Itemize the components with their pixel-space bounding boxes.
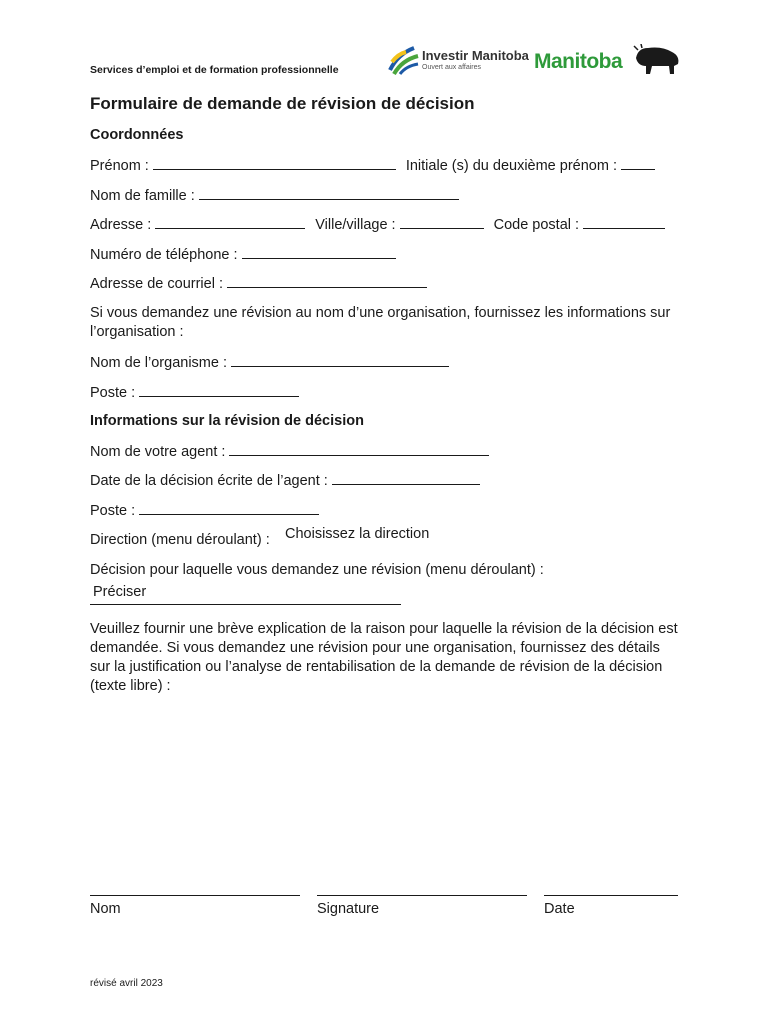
nom-organisme-field[interactable] [231, 353, 449, 367]
decision-label: Décision pour laquelle vous demandez une révision (menu déroulant) : [90, 562, 544, 578]
prenom-row [90, 156, 655, 175]
initiales-field[interactable] [621, 156, 655, 170]
department-label: Services d’emploi et de formation professionnelle [90, 64, 339, 76]
date-decision-field[interactable] [332, 471, 480, 485]
courriel-row [90, 274, 427, 293]
organisation-intro: Si vous demandez une révision au nom d’une organisation, fournissez les informations sur l’organisation : [90, 305, 671, 340]
nom-agent-label: Nom de votre agent : [90, 444, 226, 460]
decision-row [90, 561, 544, 579]
nom-signature-line[interactable] [90, 895, 300, 896]
sig-date-label: Date [544, 901, 575, 917]
date-decision-row [90, 471, 480, 490]
nom-agent-field[interactable] [229, 442, 489, 456]
manitoba-wordmark: Manitoba [534, 50, 623, 73]
investir-manitoba-logo [388, 44, 528, 78]
nom-organisme-label: Nom de l’organisme : [90, 355, 227, 371]
adresse-field[interactable] [155, 215, 305, 229]
poste-agent-label: Poste : [90, 503, 136, 519]
nom-agent-row [90, 442, 489, 461]
poste-org-field[interactable] [139, 383, 299, 397]
poste-agent-field[interactable] [139, 501, 319, 515]
direction-dropdown[interactable]: Choisissez la direction [285, 526, 430, 542]
code-postal-field[interactable] [583, 215, 665, 229]
decision-dropdown[interactable] [90, 584, 401, 605]
ville-label: Ville/village : [315, 217, 396, 233]
sig-signature-label: Signature [317, 901, 380, 917]
poste-org-row [90, 383, 299, 402]
date-signature-line[interactable] [544, 895, 678, 896]
explication-text: Veuillez fournir une brève explication de la raison pour laquelle la révision de la décision est demandée. Si vous demandez une révision pour une organisation, fournissez des détails sur la justification ou l’analyse de rentabilisation de la demande de révision de la décision (texte libre) : [90, 621, 678, 694]
signature-line[interactable] [317, 895, 527, 896]
prenom-label: Prénom : [90, 158, 149, 174]
telephone-label: Numéro de téléphone : [90, 247, 238, 263]
initiales-label: Initiale (s) du deuxième prénom : [405, 158, 617, 174]
adresse-label: Adresse : [90, 217, 152, 233]
nom-famille-row [90, 186, 459, 205]
sig-nom-label: Nom [90, 901, 121, 917]
ville-field[interactable] [400, 215, 484, 229]
date-decision-label: Date de la décision écrite de l’agent : [90, 473, 328, 489]
form-title: Formulaire de demande de révision de décision [90, 94, 475, 113]
bison-icon [632, 44, 682, 76]
investir-logo-icon [388, 44, 420, 76]
nom-organisme-row [90, 353, 449, 372]
nom-famille-label: Nom de famille : [90, 188, 195, 204]
courriel-label: Adresse de courriel : [90, 276, 223, 292]
revision-date: révisé avril 2023 [90, 978, 163, 989]
code-postal-label: Code postal : [493, 217, 580, 233]
telephone-field[interactable] [242, 245, 396, 259]
decision-dropdown-value: Préciser [93, 584, 147, 600]
nom-famille-field[interactable] [199, 186, 459, 200]
investir-logo-subtitle: Ouvert aux affaires [422, 64, 482, 71]
poste-agent-row [90, 501, 319, 520]
poste-org-label: Poste : [90, 385, 136, 401]
direction-label: Direction (menu déroulant) : [90, 532, 270, 548]
prenom-field[interactable] [153, 156, 396, 170]
explication-textarea[interactable] [90, 705, 680, 875]
manitoba-logo [534, 44, 684, 78]
section-revision: Informations sur la révision de décision [90, 413, 364, 429]
investir-logo-title: Investir Manitoba [422, 48, 529, 63]
telephone-row [90, 245, 396, 264]
direction-row [90, 531, 270, 549]
adresse-row [90, 215, 665, 234]
courriel-field[interactable] [227, 274, 427, 288]
section-coordonnees: Coordonnées [90, 127, 184, 143]
